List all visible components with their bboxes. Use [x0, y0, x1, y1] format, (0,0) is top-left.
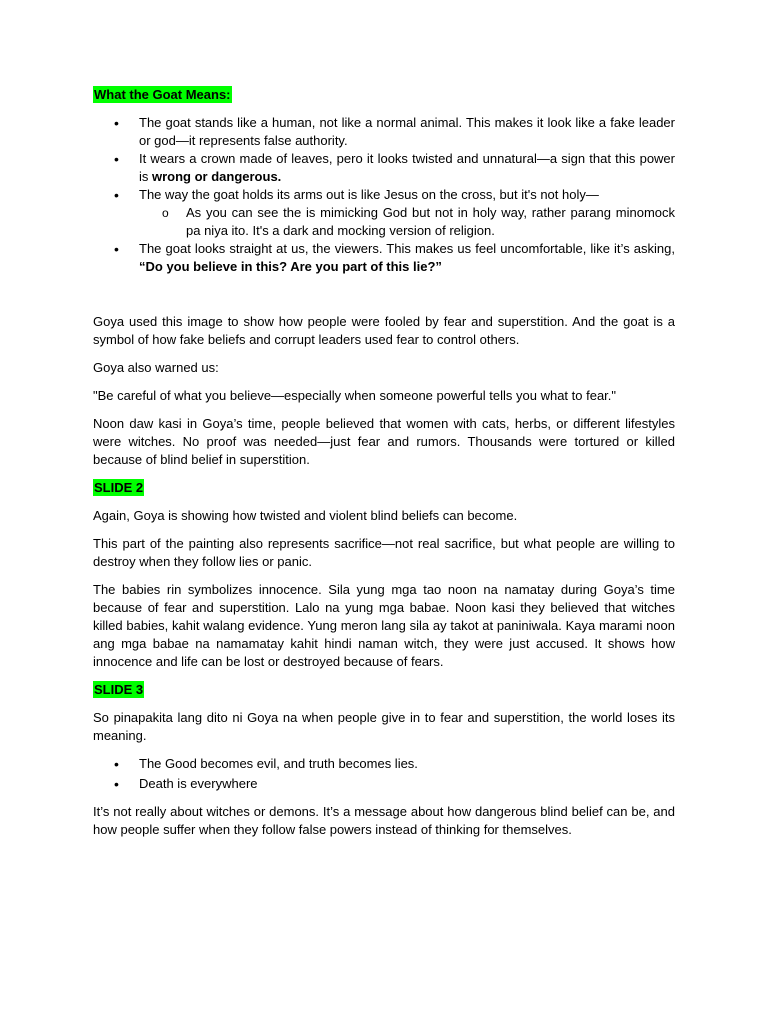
list-item	[93, 240, 675, 276]
paragraph: Again, Goya is showing how twisted and violent blind beliefs can become.	[93, 508, 518, 523]
list-item-text: The way the goat holds its arms out is like Jesus on the cross, but it's not holy—	[139, 187, 599, 202]
paragraph: It’s not really about witches or demons. It’s a message about how dangerous blind belief can be, and how people suffer when they follow false powers instead of thinking for themselves.	[93, 804, 675, 837]
quote-paragraph: "Be careful of what you believe—especially when someone powerful tells you what to fear."	[93, 388, 617, 403]
heading-row	[93, 86, 675, 104]
list-item-bold: wrong or dangerous.	[152, 169, 282, 184]
list-item-text: The goat looks straight at us, the viewers. This makes us feel uncomfortable, like it’s asking,	[139, 241, 675, 256]
document-body	[93, 86, 675, 839]
paragraph: Goya also warned us:	[93, 360, 219, 375]
list-item: • The Good becomes evil, and truth becomes lies.	[93, 755, 675, 773]
list-item	[93, 186, 675, 240]
paragraph: The babies rin symbolizes innocence. Sila yung mga tao noon na namatay during Goya’s time because of fear and superstition. Lalo na yung mga babae. Noon kasi they believed that witches killed babies, kahit walang evidence. Yung meron lang sila ay takot at paniniwala. Kaya marami noon ang mga babae na namamatay kahit hindi naman witch, they were just accused. It shows how innocence and life can be lost or destroyed because of fears.	[93, 582, 675, 669]
list-item-text: It wears a crown made of leaves, pero it looks twisted and unnatural—a sign that this power is	[139, 151, 675, 184]
slide-3-heading: SLIDE 3	[94, 682, 144, 697]
paragraph: So pinapakita lang dito ni Goya na when people give in to fear and superstition, the world loses its meaning.	[93, 710, 675, 743]
list-item: • The goat stands like a human, not like a normal animal. This makes it look like a fake leader or god—it represents false authority.	[93, 114, 675, 150]
paragraph: Goya used this image to show how people were fooled by fear and superstition. And the goat is a symbol of how fake beliefs and corrupt leaders used fear to control others.	[93, 314, 675, 347]
sub-list-item: o As you can see the is mimicking God but not in holy way, rather parang minomock pa niya ito. It's a dark and mocking version of religion.	[93, 204, 675, 240]
paragraph: This part of the painting also represents sacrifice—not real sacrifice, but what people are willing to destroy when they follow lies or panic.	[93, 536, 675, 569]
goat-bullet-list	[93, 114, 675, 276]
list-item-bold: “Do you believe in this? Are you part of this lie?”	[139, 259, 442, 274]
slide-2-heading: SLIDE 2	[94, 480, 144, 495]
slide-3-bullet-list	[93, 755, 675, 793]
sub-bullet-list	[139, 204, 675, 240]
list-item	[93, 150, 675, 186]
slide-3-heading-row	[93, 681, 675, 699]
heading-what-the-goat-means: What the Goat Means:	[94, 87, 231, 102]
slide-2-heading-row	[93, 479, 675, 497]
paragraph: Noon daw kasi in Goya’s time, people believed that women with cats, herbs, or different lifestyles were witches. No proof was needed—just fear and rumors. Thousands were tortured or killed because of blind belief in superstition.	[93, 416, 675, 467]
list-item: • Death is everywhere	[93, 775, 675, 793]
